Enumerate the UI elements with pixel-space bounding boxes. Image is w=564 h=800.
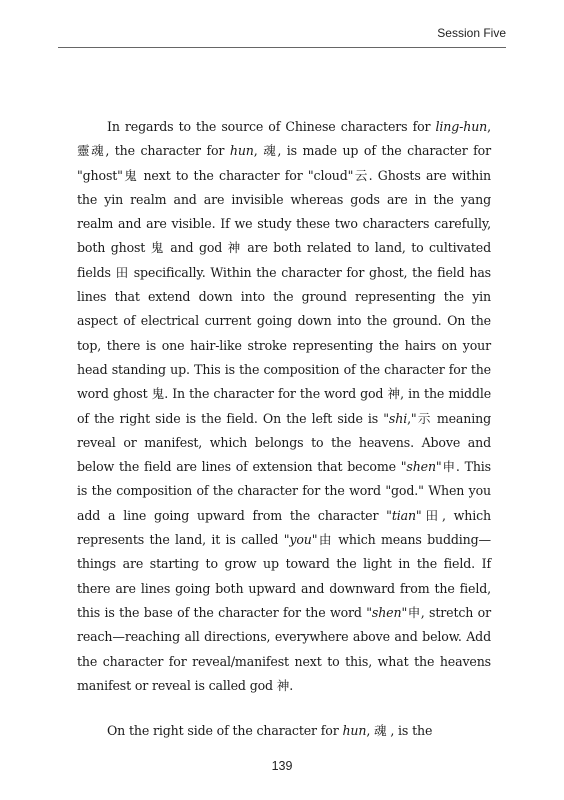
text-run: , 靈魂, the character for <box>77 119 491 159</box>
paragraph-2 <box>77 719 491 743</box>
term-you: you <box>289 532 312 548</box>
header-rule <box>58 47 506 48</box>
text-run: "申. This is the composition of the character for the word "god." When you add a line going upward from the character " <box>77 459 491 523</box>
text-run: , 魂, is made up of the character for "ghost"鬼 next to the character for "cloud"云. Ghosts are within the yin realm and are invisible whereas gods are in the yang realm and are visible. If we study these two characters carefully, both ghost 鬼 and god 神 are both related to land, to cultivated fields 田 specifically. Within the character for ghost, the field has lines that extend down into the ground representing the yin aspect of electrical current going down into the ground. On the top, there is one hair-like stroke representing the hairs on your head standing up. This is the composition of the character for the word ghost 鬼. In the character for the word god 神, in the middle of the right side is the field. On the left side is " <box>77 143 491 426</box>
term-hun: hun <box>342 723 367 739</box>
term-ling-hun: ling-hun <box>435 119 488 134</box>
page-number: 139 <box>271 759 293 773</box>
text-run: "申, stretch or reach—reaching all directions, everywhere above and below. Add the character for reveal/manifest next to this, what the heavens manifest or reveal is called god 神. <box>77 604 491 693</box>
text-run: On the right side of the character for <box>107 723 343 739</box>
text-run: ,"示 meaning reveal or manifest, which belongs to the heavens. Above and below the field are lines of extension that become " <box>77 410 491 475</box>
body-text <box>77 115 491 743</box>
text-run: In regards to the source of Chinese characters for <box>107 119 436 134</box>
term-hun: hun <box>229 143 254 159</box>
term-shi: shi <box>388 410 408 426</box>
text-run: , 魂 , is the <box>366 723 433 739</box>
term-shen: shen <box>406 459 436 475</box>
term-shen: shen <box>371 604 402 620</box>
text-run: "由 which means budding—things are starting to grow up toward the light in the field. If there are lines going both upward and downward from the field, this is the base of the character for the word " <box>77 532 491 620</box>
paragraph-1 <box>77 115 491 698</box>
term-tian: tian <box>391 507 416 523</box>
running-header: Session Five <box>437 26 506 40</box>
text-run: "田, which represents the land, it is called " <box>77 507 491 548</box>
